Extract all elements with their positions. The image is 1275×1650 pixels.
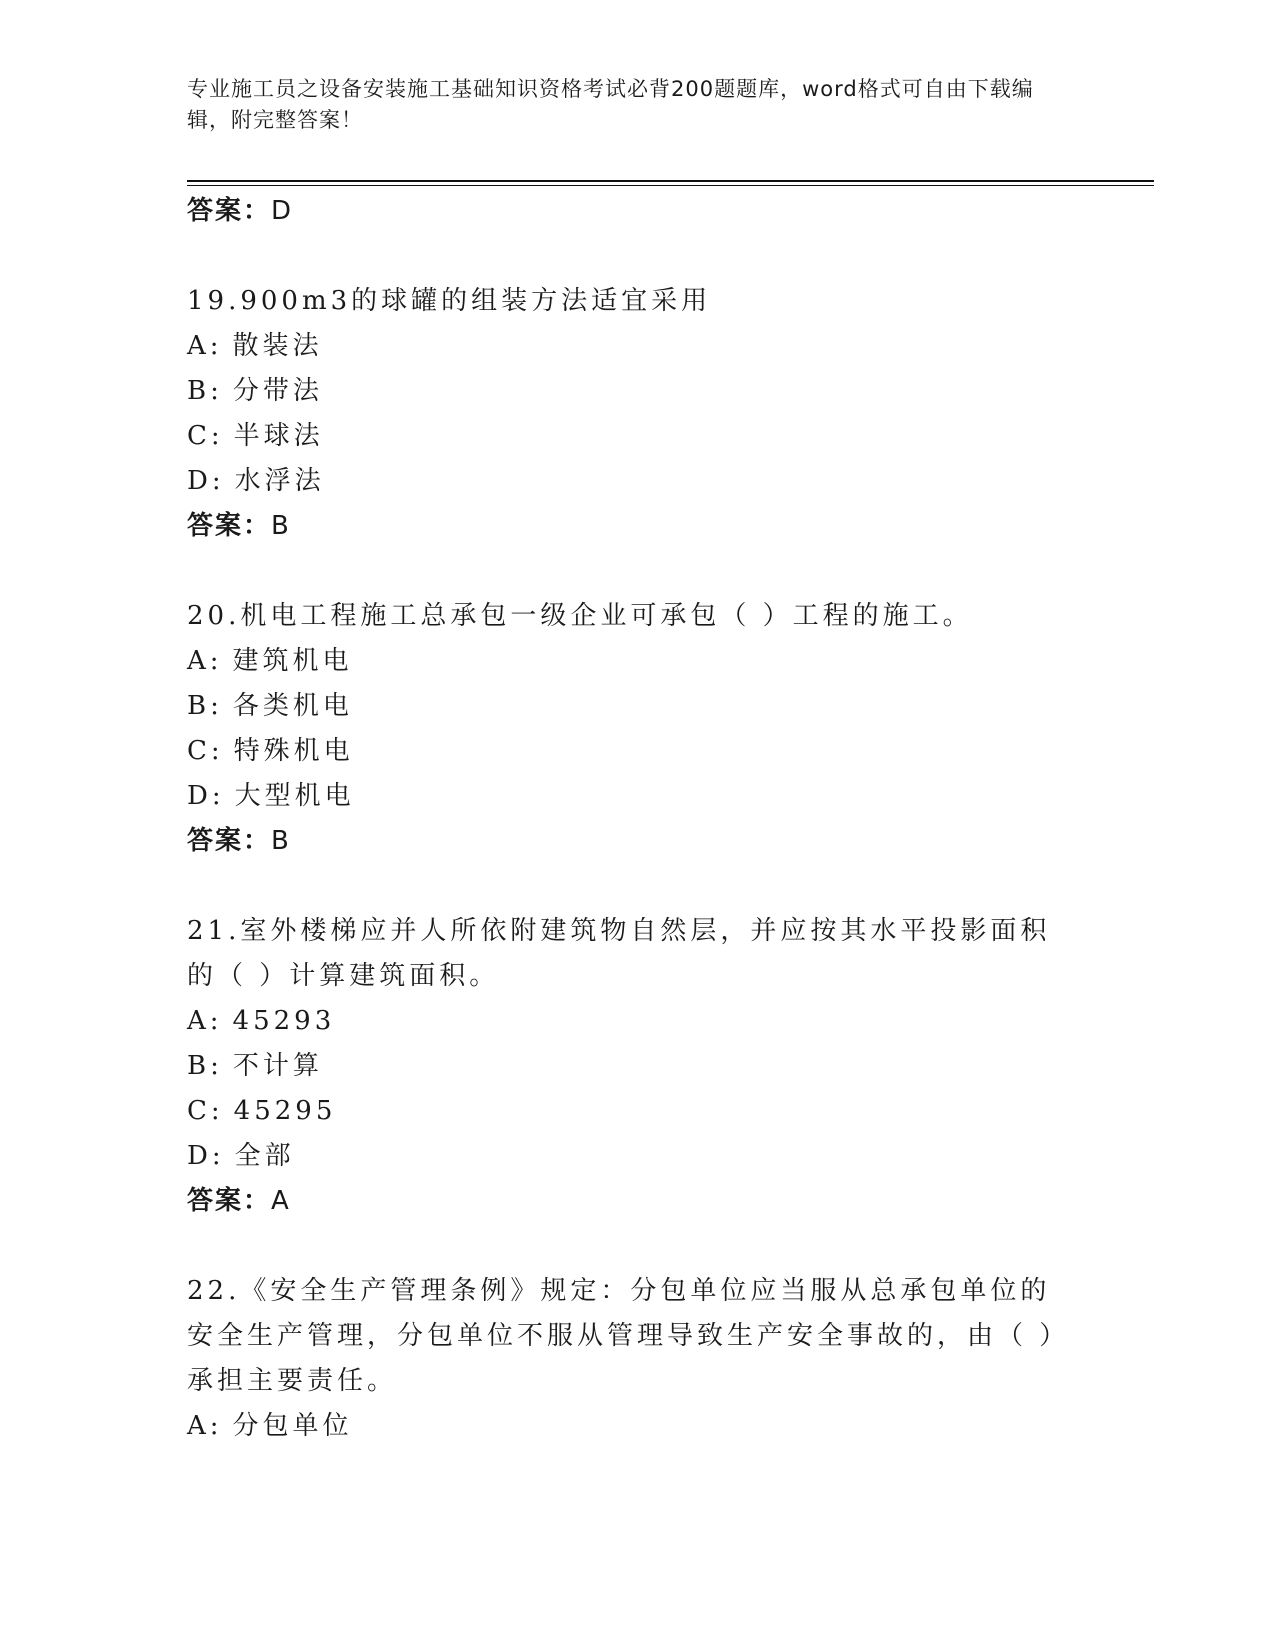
- header-rule-thick: [187, 180, 1154, 182]
- question-21-option-c: C: 45295: [187, 1096, 337, 1126]
- question-20-text: 20.机电工程施工总承包一级企业可承包（ ）工程的施工。: [187, 601, 973, 631]
- question-21-option-d: D: 全部: [187, 1141, 295, 1171]
- question-21-option-b: B: 不计算: [187, 1051, 323, 1081]
- question-22-option-a: A: 分包单位: [187, 1411, 353, 1441]
- question-19-option-b: B: 分带法: [187, 376, 323, 406]
- question-20-option-b: B: 各类机电: [187, 691, 353, 721]
- answer-label: 答案：: [187, 196, 272, 226]
- header-rule-thin: [187, 185, 1154, 186]
- question-19-option-c: C: 半球法: [187, 421, 324, 451]
- question-21-text: 21.室外楼梯应并人所依附建筑物自然层，并应按其水平投影面积的（ ）计算建筑面积。: [187, 916, 1051, 991]
- previous-answer: [187, 189, 1087, 234]
- question-20-option-a: A: 建筑机电: [187, 646, 353, 676]
- document-header: 专业施工员之设备安装施工基础知识资格考试必背200题题库，word格式可自由下载编辑，附完整答案！: [187, 77, 1034, 132]
- question-21-option-a: A: 45293: [187, 1006, 336, 1036]
- question-22-text: 22.《安全生产管理条例》规定：分包单位应当服从总承包单位的安全生产管理，分包单位不服从管理导致生产安全事故的，由（ ）承担主要责任。: [187, 1276, 1057, 1396]
- question-19-option-d: D: 水浮法: [187, 466, 325, 496]
- question-20-answer: 答案：B: [187, 826, 291, 856]
- question-list: [187, 189, 1087, 1449]
- question-19-option-a: A: 散装法: [187, 331, 323, 361]
- question-20-option-d: D: 大型机电: [187, 781, 355, 811]
- question-21-answer: 答案：A: [187, 1186, 291, 1216]
- question-19-text: 19.900m3的球罐的组装方法适宜采用: [187, 286, 712, 316]
- answer-value: D: [271, 196, 294, 226]
- question-19-answer: 答案：B: [187, 511, 291, 541]
- question-20-option-c: C: 特殊机电: [187, 736, 354, 766]
